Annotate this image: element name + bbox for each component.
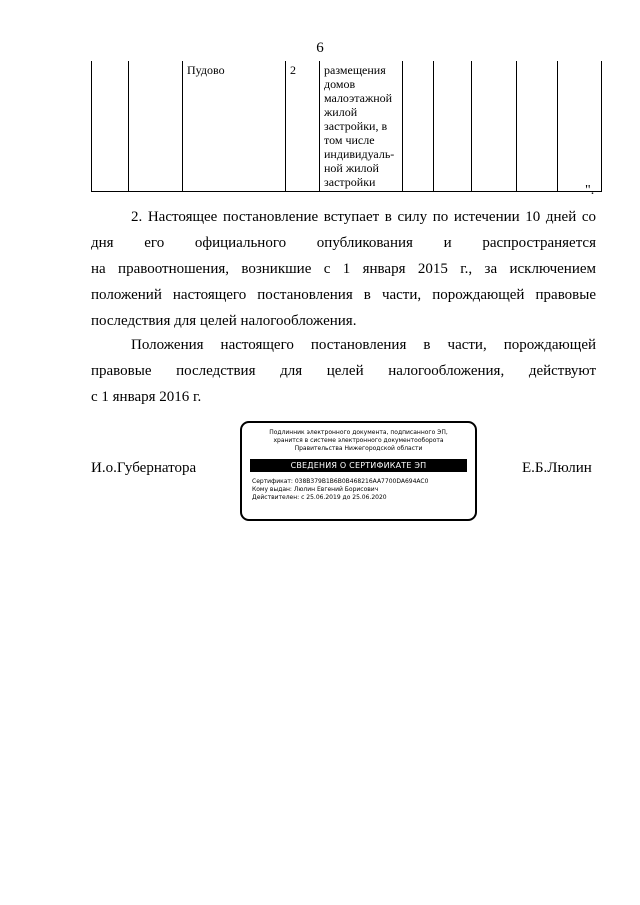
- closing-quote: ".: [585, 183, 595, 198]
- table-cell: [558, 61, 602, 192]
- paragraph-line: положений настоящего постановления в части, порождающей правовые: [91, 287, 596, 303]
- description-line: ной жилой: [324, 161, 379, 175]
- page-number: 6: [316, 40, 324, 56]
- paragraph-line: с 1 января 2016 г.: [91, 389, 202, 405]
- description-line: индивидуаль-: [324, 147, 395, 161]
- territory-table: [91, 61, 602, 192]
- certificate-number: Сертификат: 038B379B1B6B0B468216AA7700DA694AC0: [252, 478, 429, 485]
- certificate-owner: Кому выдан: Люлин Евгений Борисович: [252, 486, 379, 493]
- description-line: малоэтажной: [324, 91, 393, 105]
- zone-number-cell: 2: [286, 61, 320, 192]
- table-cell: [434, 61, 472, 192]
- stamp-header-line: Правительства Нижегородской области: [294, 445, 423, 452]
- table-cell: [472, 61, 517, 192]
- paragraph-line: правовые последствия для целей налогообложения, действуют: [91, 363, 596, 379]
- table-cell: [403, 61, 434, 192]
- description-line: том числе: [324, 133, 375, 147]
- stamp-title: СВЕДЕНИЯ О СЕРТИФИКАТЕ ЭП: [250, 459, 467, 472]
- signatory-name: Е.Б.Люлин: [522, 460, 592, 476]
- table-row: [92, 61, 602, 192]
- table-cell: [92, 61, 129, 192]
- description-line: застройки, в: [324, 119, 388, 133]
- stamp-header-line: Подлинник электронного документа, подписанного ЭП,: [269, 429, 448, 436]
- table-cell: [517, 61, 558, 192]
- stamp-header: [242, 429, 475, 453]
- paragraph-effective-date: [91, 204, 596, 334]
- paragraph-line: на правоотношения, возникшие с 1 января 2015 г., за исключением: [91, 261, 596, 277]
- paragraph-line: Положения настоящего постановления в части, порождающей: [131, 337, 596, 353]
- description-line: застройки: [324, 175, 376, 189]
- settlement-name-cell: Пудово: [183, 61, 286, 192]
- description-line: жилой: [324, 105, 358, 119]
- certificate-validity: Действителен: с 25.06.2019 до 25.06.2020: [252, 494, 387, 501]
- land-use-description-cell: [320, 61, 403, 192]
- description-line: домов: [324, 77, 356, 91]
- table-cell: [129, 61, 183, 192]
- description-line: размещения: [324, 63, 386, 77]
- stamp-details: [252, 478, 475, 502]
- electronic-signature-stamp: [240, 421, 477, 521]
- paragraph-line: 2. Настоящее постановление вступает в силу по истечении 10 дней со: [131, 209, 596, 225]
- paragraph-line: последствия для целей налогообложения.: [91, 313, 357, 329]
- paragraph-line: дня его официального опубликования и распространяется: [91, 235, 596, 251]
- stamp-header-line: хранится в системе электронного документооборота: [273, 437, 444, 444]
- signatory-position: И.о.Губернатора: [91, 460, 197, 476]
- paragraph-tax-provisions: [91, 332, 596, 410]
